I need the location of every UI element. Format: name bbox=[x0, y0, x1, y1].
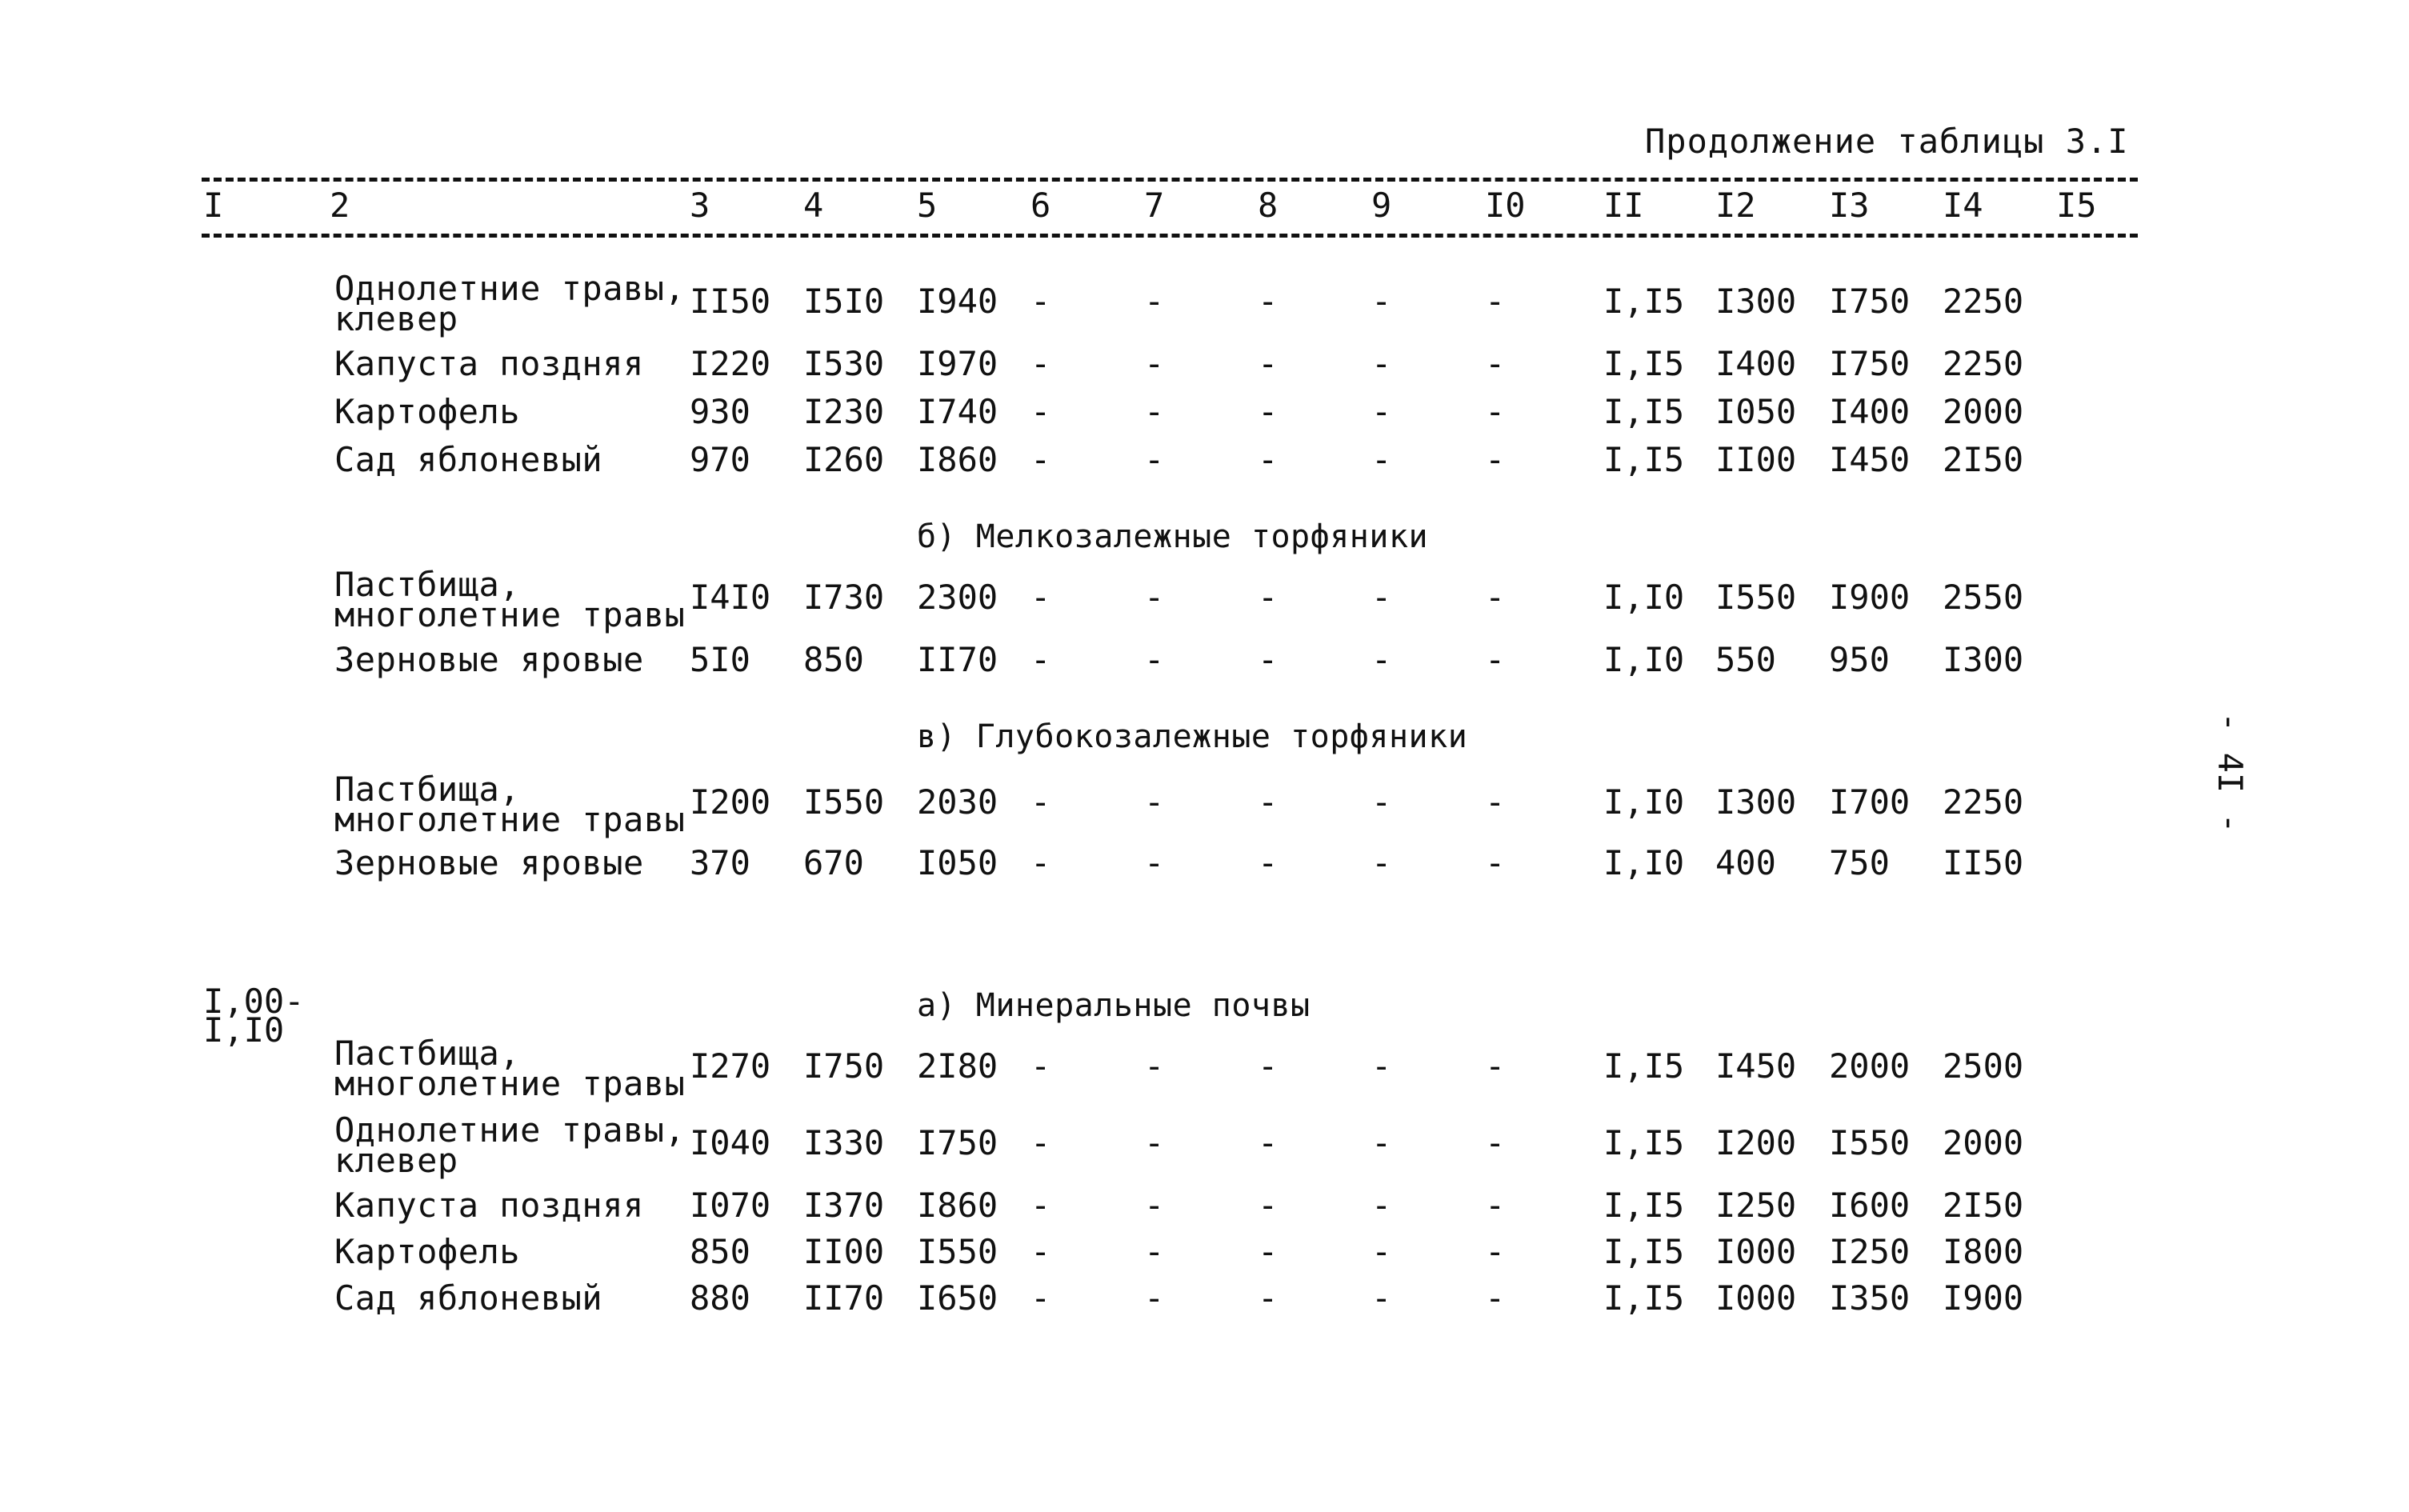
table-cell: I750 bbox=[1829, 282, 1911, 321]
table-cell: - bbox=[1371, 282, 1392, 321]
table-cell: - bbox=[1144, 843, 1165, 882]
table-cell: I5I0 bbox=[803, 282, 885, 321]
table-cell: - bbox=[1258, 344, 1279, 383]
table-cell: I220 bbox=[690, 344, 771, 383]
table-cell: - bbox=[1371, 843, 1392, 882]
table-cell: - bbox=[1485, 1186, 1506, 1225]
table-cell: - bbox=[1258, 640, 1279, 679]
table-cell: I330 bbox=[803, 1123, 885, 1162]
column-header: 5 bbox=[917, 186, 938, 225]
table-cell: - bbox=[1144, 392, 1165, 431]
table-cell: - bbox=[1258, 578, 1279, 617]
table-cell: I070 bbox=[690, 1186, 771, 1225]
table-cell: 850 bbox=[690, 1232, 750, 1271]
table-cell: - bbox=[1371, 1232, 1392, 1271]
column-header: II bbox=[1603, 186, 1644, 225]
group-label: I,00- I,I0 bbox=[203, 982, 305, 1050]
table-cell: - bbox=[1258, 1046, 1279, 1086]
column-header: 9 bbox=[1371, 186, 1392, 225]
table-cell: - bbox=[1258, 392, 1279, 431]
section-heading: в) Глубокозалежные торфяники bbox=[917, 718, 1468, 755]
table-cell: 2000 bbox=[1943, 1123, 2024, 1162]
table-cell: I550 bbox=[917, 1232, 998, 1271]
table-cell: - bbox=[1485, 782, 1506, 822]
table-cell: 400 bbox=[1715, 843, 1776, 882]
table-cell: 2000 bbox=[1829, 1046, 1911, 1086]
table-cell: - bbox=[1030, 640, 1051, 679]
column-header: 3 bbox=[690, 186, 710, 225]
table-cell: - bbox=[1030, 440, 1051, 479]
table-cell: II50 bbox=[1943, 843, 2024, 882]
table-cell: I300 bbox=[1715, 782, 1797, 822]
table-cell: I260 bbox=[803, 440, 885, 479]
table-cell: II70 bbox=[803, 1278, 885, 1318]
column-header: 4 bbox=[803, 186, 824, 225]
table-cell: I230 bbox=[803, 392, 885, 431]
row-name: Сад яблоневый bbox=[334, 440, 603, 479]
table-cell: - bbox=[1485, 440, 1506, 479]
table-cell: - bbox=[1485, 843, 1506, 882]
table-cell: I370 bbox=[803, 1186, 885, 1225]
table-cell: 2I50 bbox=[1943, 440, 2024, 479]
column-header: I4 bbox=[1943, 186, 1983, 225]
table-cell: I,I0 bbox=[1603, 782, 1685, 822]
table-cell: I900 bbox=[1943, 1278, 2024, 1318]
table-cell: - bbox=[1371, 1278, 1392, 1318]
table-cell: I900 bbox=[1829, 578, 1911, 617]
row-name: Зерновые яровые bbox=[334, 843, 644, 882]
table-cell: - bbox=[1371, 578, 1392, 617]
table-cell: - bbox=[1030, 1046, 1051, 1086]
table-cell: I,I5 bbox=[1603, 344, 1685, 383]
table-cell: - bbox=[1030, 843, 1051, 882]
table-cell: I740 bbox=[917, 392, 998, 431]
table-cell: 2250 bbox=[1943, 782, 2024, 822]
table-cell: - bbox=[1485, 282, 1506, 321]
table-cell: - bbox=[1485, 640, 1506, 679]
table-cell: I650 bbox=[917, 1278, 998, 1318]
table-cell: - bbox=[1371, 640, 1392, 679]
table-cell: I860 bbox=[917, 1186, 998, 1225]
table-cell: - bbox=[1144, 1123, 1165, 1162]
table-cell: - bbox=[1144, 1278, 1165, 1318]
column-header: 7 bbox=[1144, 186, 1165, 225]
table-cell: 750 bbox=[1829, 843, 1890, 882]
header-bottom-rule bbox=[202, 234, 2138, 238]
column-header: I bbox=[203, 186, 224, 225]
table-cell: I700 bbox=[1829, 782, 1911, 822]
table-cell: I300 bbox=[1715, 282, 1797, 321]
table-cell: 880 bbox=[690, 1278, 750, 1318]
table-cell: I,I5 bbox=[1603, 1186, 1685, 1225]
table-cell: I300 bbox=[1943, 640, 2024, 679]
column-header: I5 bbox=[2056, 186, 2097, 225]
section-heading: а) Минеральные почвы bbox=[917, 987, 1311, 1024]
table-cell: - bbox=[1485, 578, 1506, 617]
table-cell: - bbox=[1485, 1232, 1506, 1271]
row-name: Пастбища, многолетние травы bbox=[334, 1034, 686, 1103]
table-cell: - bbox=[1144, 344, 1165, 383]
table-cell: I450 bbox=[1829, 440, 1911, 479]
table-cell: I250 bbox=[1829, 1232, 1911, 1271]
table-cell: - bbox=[1144, 282, 1165, 321]
table-cell: I,I5 bbox=[1603, 440, 1685, 479]
row-name: Капуста поздняя bbox=[334, 344, 644, 383]
header-top-rule bbox=[202, 178, 2138, 182]
table-cell: I,I5 bbox=[1603, 1278, 1685, 1318]
row-name: Капуста поздняя bbox=[334, 1186, 644, 1225]
table-cell: - bbox=[1371, 392, 1392, 431]
column-header: I2 bbox=[1715, 186, 1756, 225]
table-cell: - bbox=[1258, 1278, 1279, 1318]
table-cell: - bbox=[1144, 578, 1165, 617]
table-cell: - bbox=[1258, 782, 1279, 822]
table-cell: 2I50 bbox=[1943, 1186, 2024, 1225]
table-cell: I970 bbox=[917, 344, 998, 383]
table-cell: - bbox=[1371, 1123, 1392, 1162]
column-header: 2 bbox=[330, 186, 350, 225]
table-cell: - bbox=[1485, 392, 1506, 431]
table-cell: I550 bbox=[1715, 578, 1797, 617]
table-cell: II00 bbox=[803, 1232, 885, 1271]
table-cell: - bbox=[1371, 344, 1392, 383]
table-cell: 2I80 bbox=[917, 1046, 998, 1086]
table-cell: I550 bbox=[803, 782, 885, 822]
table-caption: Продолжение таблицы 3.I bbox=[1645, 122, 2129, 161]
row-name: Зерновые яровые bbox=[334, 640, 644, 679]
row-name: Пастбища, многолетние травы bbox=[334, 565, 686, 634]
table-cell: I050 bbox=[917, 843, 998, 882]
table-cell: - bbox=[1030, 782, 1051, 822]
table-cell: I550 bbox=[1829, 1123, 1911, 1162]
table-cell: 2000 bbox=[1943, 392, 2024, 431]
table-cell: - bbox=[1030, 1232, 1051, 1271]
row-name: Картофель bbox=[334, 1232, 521, 1271]
row-name: Сад яблоневый bbox=[334, 1278, 603, 1318]
table-cell: 970 bbox=[690, 440, 750, 479]
table-cell: 2550 bbox=[1943, 578, 2024, 617]
table-cell: I750 bbox=[1829, 344, 1911, 383]
table-cell: I250 bbox=[1715, 1186, 1797, 1225]
table-cell: 670 bbox=[803, 843, 864, 882]
table-cell: I350 bbox=[1829, 1278, 1911, 1318]
table-cell: I600 bbox=[1829, 1186, 1911, 1225]
table-cell: I750 bbox=[917, 1123, 998, 1162]
table-cell: I,I5 bbox=[1603, 1232, 1685, 1271]
table-cell: 2250 bbox=[1943, 344, 2024, 383]
table-cell: - bbox=[1371, 440, 1392, 479]
table-cell: 2300 bbox=[917, 578, 998, 617]
table-cell: 550 bbox=[1715, 640, 1776, 679]
table-cell: 850 bbox=[803, 640, 864, 679]
row-name: Однолетние травы, клевер bbox=[334, 1110, 686, 1180]
table-cell: I530 bbox=[803, 344, 885, 383]
table-cell: 2030 bbox=[917, 782, 998, 822]
table-cell: - bbox=[1258, 1232, 1279, 1271]
column-header: 6 bbox=[1030, 186, 1051, 225]
table-cell: - bbox=[1144, 1046, 1165, 1086]
table-cell: I450 bbox=[1715, 1046, 1797, 1086]
table-cell: I940 bbox=[917, 282, 998, 321]
table-cell: - bbox=[1030, 392, 1051, 431]
table-cell: - bbox=[1485, 344, 1506, 383]
table-cell: - bbox=[1144, 440, 1165, 479]
table-cell: - bbox=[1485, 1123, 1506, 1162]
table-cell: II00 bbox=[1715, 440, 1797, 479]
table-cell: I750 bbox=[803, 1046, 885, 1086]
table-cell: - bbox=[1144, 1186, 1165, 1225]
table-cell: I,I0 bbox=[1603, 578, 1685, 617]
table-cell: I730 bbox=[803, 578, 885, 617]
table-cell: I000 bbox=[1715, 1278, 1797, 1318]
table-cell: - bbox=[1144, 782, 1165, 822]
section-heading: б) Мелкозалежные торфяники bbox=[917, 518, 1429, 555]
table-cell: I860 bbox=[917, 440, 998, 479]
table-cell: 2500 bbox=[1943, 1046, 2024, 1086]
table-cell: I040 bbox=[690, 1123, 771, 1162]
table-cell: - bbox=[1258, 843, 1279, 882]
page-number: - 4I - bbox=[2211, 712, 2250, 834]
table-cell: I200 bbox=[1715, 1123, 1797, 1162]
table-cell: - bbox=[1258, 1186, 1279, 1225]
table-cell: I,I0 bbox=[1603, 843, 1685, 882]
table-cell: - bbox=[1258, 1123, 1279, 1162]
table-cell: - bbox=[1030, 1123, 1051, 1162]
table-cell: I000 bbox=[1715, 1232, 1797, 1271]
table-cell: I270 bbox=[690, 1046, 771, 1086]
table-cell: - bbox=[1371, 1186, 1392, 1225]
table-cell: I800 bbox=[1943, 1232, 2024, 1271]
table-cell: - bbox=[1485, 1046, 1506, 1086]
table-cell: - bbox=[1030, 282, 1051, 321]
table-cell: I400 bbox=[1829, 392, 1911, 431]
column-header: I3 bbox=[1829, 186, 1870, 225]
table-cell: I,I5 bbox=[1603, 392, 1685, 431]
table-cell: I,I5 bbox=[1603, 1123, 1685, 1162]
table-cell: I200 bbox=[690, 782, 771, 822]
table-cell: 930 bbox=[690, 392, 750, 431]
table-cell: - bbox=[1371, 1046, 1392, 1086]
table-cell: II70 bbox=[917, 640, 998, 679]
table-cell: - bbox=[1030, 578, 1051, 617]
table-cell: II50 bbox=[690, 282, 771, 321]
table-cell: I,I0 bbox=[1603, 640, 1685, 679]
table-cell: I4I0 bbox=[690, 578, 771, 617]
table-cell: 950 bbox=[1829, 640, 1890, 679]
table-cell: I400 bbox=[1715, 344, 1797, 383]
row-name: Картофель bbox=[334, 392, 521, 431]
table-cell: 370 bbox=[690, 843, 750, 882]
table-cell: 2250 bbox=[1943, 282, 2024, 321]
table-cell: I050 bbox=[1715, 392, 1797, 431]
table-cell: - bbox=[1030, 1278, 1051, 1318]
table-cell: I,I5 bbox=[1603, 1046, 1685, 1086]
table-cell: - bbox=[1371, 782, 1392, 822]
table-cell: - bbox=[1144, 640, 1165, 679]
table-cell: - bbox=[1030, 1186, 1051, 1225]
table-cell: - bbox=[1258, 440, 1279, 479]
table-cell: - bbox=[1030, 344, 1051, 383]
table-cell: - bbox=[1144, 1232, 1165, 1271]
column-header: 8 bbox=[1258, 186, 1279, 225]
table-cell: 5I0 bbox=[690, 640, 750, 679]
column-header: I0 bbox=[1485, 186, 1526, 225]
table-cell: - bbox=[1258, 282, 1279, 321]
row-name: Пастбища, многолетние травы bbox=[334, 770, 686, 839]
row-name: Однолетние травы, клевер bbox=[334, 269, 686, 338]
table-cell: - bbox=[1485, 1278, 1506, 1318]
table-cell: I,I5 bbox=[1603, 282, 1685, 321]
